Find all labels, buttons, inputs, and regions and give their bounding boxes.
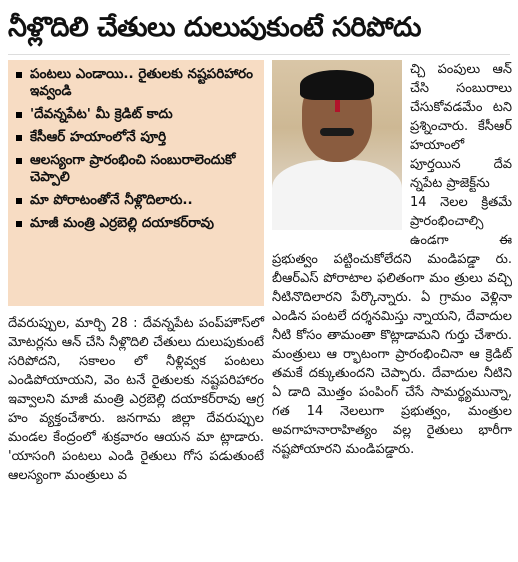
right-column — [272, 60, 512, 459]
highlight-item: పంటలు ఎండాయి.. రైతులకు నష్టపరిహారం ఇవ్వండి — [16, 66, 258, 100]
bullet-icon — [16, 221, 22, 227]
highlights-box — [8, 60, 264, 306]
divider — [8, 54, 510, 55]
article-body-right: 14 నెలల క్రితమే ప్రారంభించాల్సి ఉండగా ఈ ప్రభుత్వం పట్టించుకోలేదని మండిపడ్డా రు. బీఆర్‌ఎస్ పోరాటాల ఫలితంగా మం త్రులు వచ్చి నీటినొదిలారని పేర్కొన్నారు. ఏ గ్రామం వెళ్లినా ఎండిన పంటలే దర్శనమిస్తు న్నాయని, దేవాదుల నీటి కోసం తామంతా కొట్లాడామని గుర్తు చేశారు. మంత్రులు ఆ ర్భాటంగా ప్రారంభించినా ఆ క్రెడిట్ తమకే దక్కుతుందని చెప్పారు. దేవాదుల నీటిని ఏ డాది మొత్తం పంపింగ్ చేసే సామర్థ్యమున్నా, గత 14 నెలలుగా ప్రభుత్వం, మంత్రుల అవగాహనారాహిత్యం వల్ల రైతులు భారీగా నష్టపోయారని మండిపడ్డారు. — [272, 195, 512, 457]
highlight-item: మాజీ మంత్రి ఎర్రబెల్లి దయాకర్‌రావు — [16, 215, 258, 232]
headline: నీళ్లొదిలి చేతులు దులుపుకుంటే సరిపోదు — [8, 12, 421, 43]
portrait-tilak — [335, 100, 340, 112]
article-body-left: దేవరుప్పుల, మార్చి 28 : దేవన్నపేట పంప్‌హౌస్‌లో మోటర్లను ఆన్ చేసి నీళ్లొదిలి చేతులు దులుపుకుంటే సరిపోదని, సకాలం లో నీళ్లివ్వక పంటలు ఎండిపోయాయని, వెం టనే రైతులకు నష్టపరిహారం ఇవ్వాలని మాజీ మంత్రి ఎర్రబెల్లి దయాకర్‌రావు ఆగ్ర హం వ్యక్తంచేశారు. జనగామ జిల్లా దేవరుప్పుల మండల కేంద్రంలో శుక్రవారం ఆయన మా ట్లాడారు. 'యాసంగి పంటలు ఎండి రైతులు గోస పడుతుంటే ఆలస్యంగా మంత్రులు వ — [8, 316, 264, 483]
left-column — [8, 60, 264, 485]
highlight-item: 'దేవన్నపేట' మీ క్రెడిట్ కాదు — [16, 106, 258, 123]
portrait-photo — [272, 60, 402, 230]
bullet-icon — [16, 135, 22, 141]
bullet-icon — [16, 112, 22, 118]
portrait-mustache — [320, 128, 354, 136]
bullet-icon — [16, 158, 22, 164]
bullet-icon — [16, 72, 22, 78]
highlight-item: కేసీఆర్ హయాంలోనే పూర్తి — [16, 129, 258, 146]
bullet-icon — [16, 198, 22, 204]
portrait-hair — [300, 70, 374, 100]
highlight-item: ఆలస్యంగా ప్రారంభించి సంబురాలెందుకో చెప్పాలి — [16, 152, 258, 186]
article-body-right-top: చ్చి పంపులు ఆన్ చేసి సంబురాలు చేసుకోవడమేం టని ప్రశ్నించారు. కేసీఆర్ హయాంలో పూర్తయిన దేవ న్నపేట ప్రాజెక్ట్‌ను — [410, 62, 512, 191]
highlight-item: మా పోరాటంతోనే నీళ్లొదిలారు.. — [16, 192, 258, 209]
portrait-shirt — [272, 160, 402, 230]
